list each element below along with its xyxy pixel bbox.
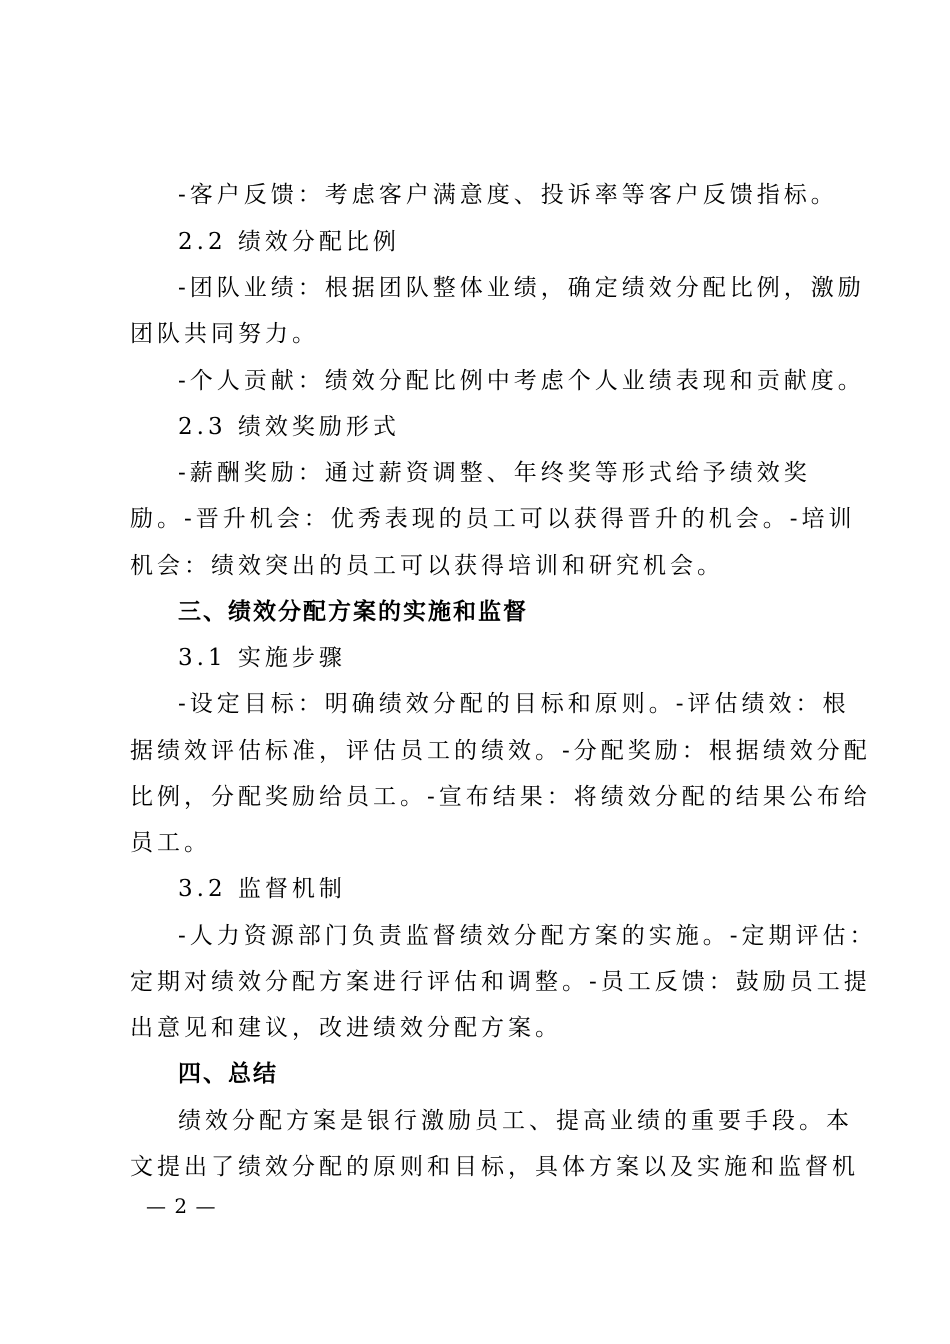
paragraph-summary: 绩效分配方案是银行激励员工、提高业绩的重要手段。本	[178, 1108, 853, 1134]
section-heading-3-1: 3.1 实施步骤	[178, 645, 346, 671]
section-heading-2-3: 2.3 绩效奖励形式	[178, 414, 400, 440]
paragraph-supervision-cont-1: 定期对绩效分配方案进行评估和调整。-员工反馈：鼓励员工提	[130, 969, 871, 995]
paragraph-team-performance: -团队业绩：根据团队整体业绩，确定绩效分配比例，激励	[178, 275, 865, 301]
paragraph-implementation-steps-cont-2: 比例，分配奖励给员工。-宣布结果：将绩效分配的结果公布给	[130, 784, 871, 810]
paragraph-implementation-steps-cont-1: 据绩效评估标准，评估员工的绩效。-分配奖励：根据绩效分配	[130, 738, 871, 764]
paragraph-salary-reward-cont-1: 励。-晋升机会：优秀表现的员工可以获得晋升的机会。-培训	[130, 506, 856, 532]
paragraph-supervision: -人力资源部门负责监督绩效分配方案的实施。-定期评估：	[178, 923, 877, 949]
section-heading-3: 三、绩效分配方案的实施和监督	[178, 599, 528, 625]
paragraph-implementation-steps-cont-3: 员工。	[130, 830, 211, 856]
paragraph-salary-reward-cont-2: 机会：绩效突出的员工可以获得培训和研究机会。	[130, 553, 724, 579]
page-number: — 2 —	[146, 1194, 217, 1218]
paragraph-implementation-steps: -设定目标：明确绩效分配的目标和原则。-评估绩效：根	[178, 691, 850, 717]
section-heading-4: 四、总结	[178, 1061, 278, 1087]
paragraph-customer-feedback: -客户反馈：考虑客户满意度、投诉率等客户反馈指标。	[178, 182, 838, 208]
paragraph-salary-reward: -薪酬奖励：通过薪资调整、年终奖等形式给予绩效奖	[178, 460, 811, 486]
paragraph-summary-cont: 文提出了绩效分配的原则和目标，具体方案以及实施和监督机	[130, 1154, 859, 1180]
paragraph-personal-contribution: -个人贡献：绩效分配比例中考虑个人业绩表现和贡献度。	[178, 368, 865, 394]
paragraph-supervision-cont-2: 出意见和建议，改进绩效分配方案。	[130, 1015, 562, 1041]
paragraph-team-performance-cont: 团队共同努力。	[130, 321, 319, 347]
section-heading-2-2: 2.2 绩效分配比例	[178, 229, 400, 255]
section-heading-3-2: 3.2 监督机制	[178, 876, 346, 902]
